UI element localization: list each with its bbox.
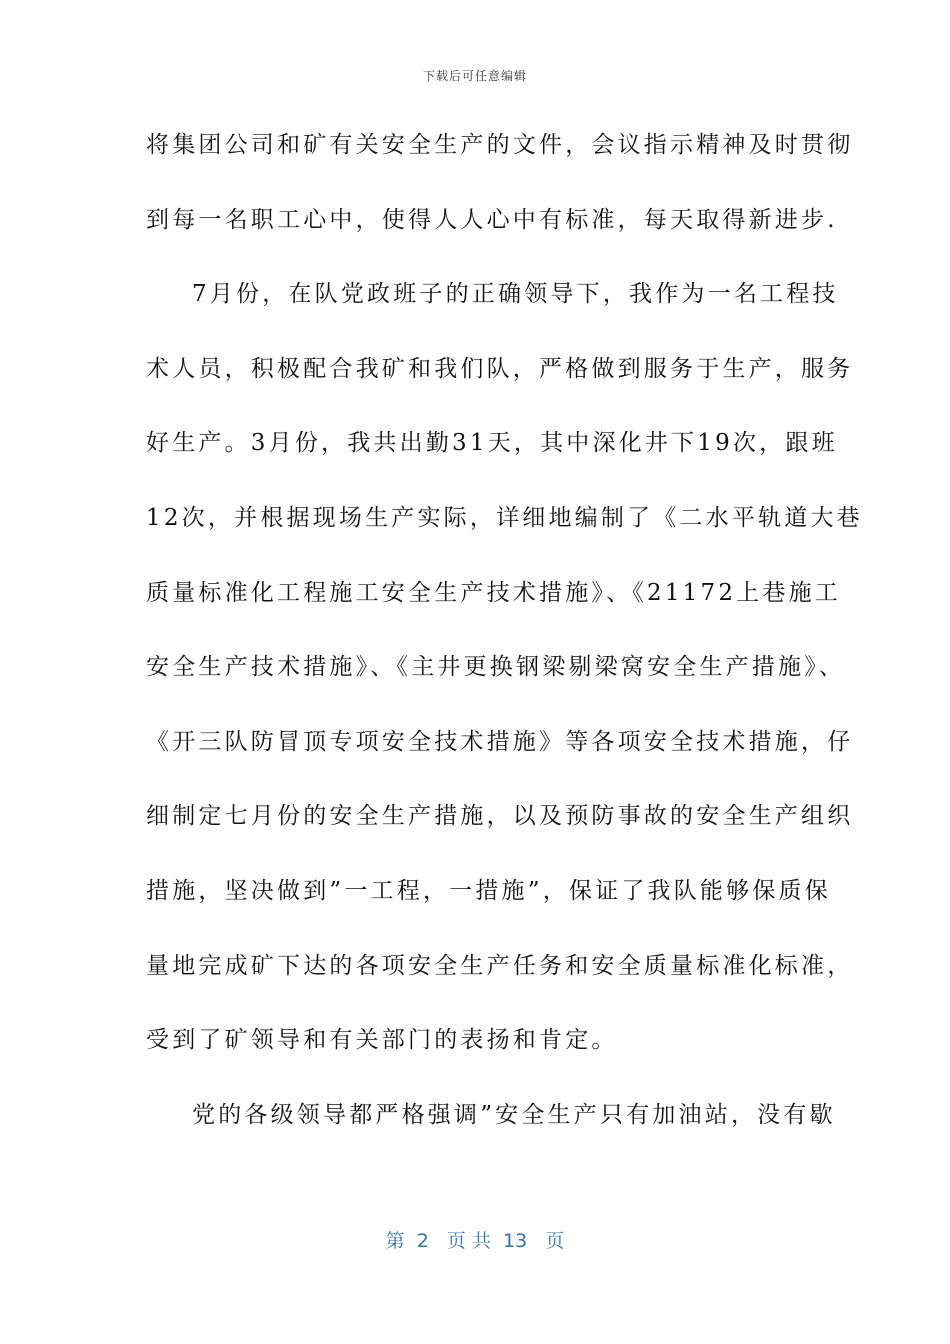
text-line: 7月份，在队党政班子的正确领导下，我作为一名工程技 — [192, 281, 839, 308]
text-line: 量地完成矿下达的各项安全生产任务和安全质量标准化标准， — [146, 952, 854, 979]
text-line: 党的各级领导都严格强调”安全生产只有加油站，没有歇 — [192, 1101, 836, 1128]
text-line: 术人员，积极配合我矿和我们队，严格做到服务于生产，服务 — [146, 355, 854, 382]
text-line: 安全生产技术措施》、《主井更换钢梁剔梁窝安全生产措施》、 — [146, 654, 846, 681]
text-line: 《开三队防冒顶专项安全技术措施》等各项安全技术措施，仔 — [146, 728, 854, 755]
text-line: 到每一名职工心中，使得人人心中有标准，每天取得新进步. — [146, 206, 838, 233]
page-number-footer: 第 2 页 共 13 页 — [385, 1230, 565, 1252]
text-line: 受到了矿领导和有关部门的表扬和肯定。 — [146, 1027, 618, 1054]
text-line: 质量标准化工程施工安全生产技术措施》、《21172上巷施工 — [146, 579, 841, 606]
text-line: 好生产。3月份，我共出勤31天，其中深化井下19次，跟班 — [146, 430, 838, 457]
text-line: 细制定七月份的安全生产措施，以及预防事故的安全生产组织 — [146, 803, 854, 830]
header-note: 下载后可任意编辑 — [422, 69, 527, 83]
document-body — [146, 121, 863, 1165]
text-line: 12次，并根据现场生产实际，详细地编制了《二水平轨道大巷 — [146, 504, 863, 531]
text-line: 将集团公司和矿有关安全生产的文件，会议指示精神及时贯彻 — [146, 132, 854, 158]
text-line: 措施，坚决做到”一工程，一措施”，保证了我队能够保质保 — [146, 877, 831, 904]
